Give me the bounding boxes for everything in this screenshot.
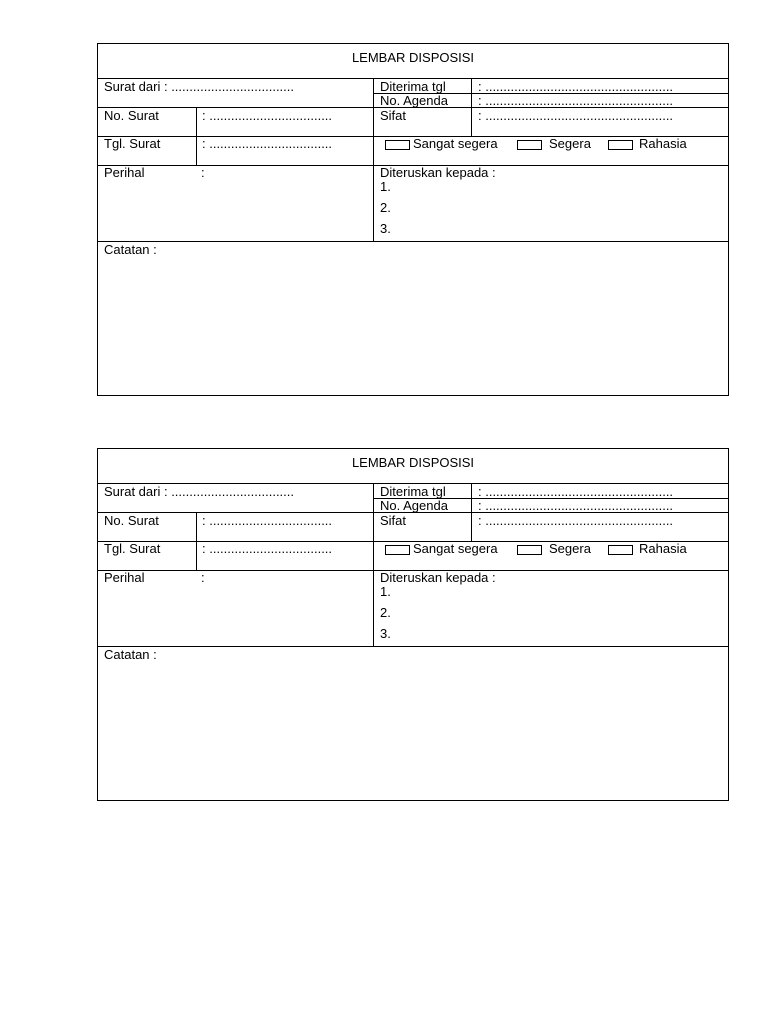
surat-dari-field[interactable]: Surat dari : ..................................	[104, 79, 294, 94]
recipient-line-3[interactable]: 3.	[380, 221, 391, 236]
sangat-segera-label: Sangat segera	[413, 136, 498, 151]
sangat-segera-checkbox[interactable]	[385, 140, 410, 150]
disposition-form	[97, 448, 729, 801]
divider	[373, 483, 374, 647]
perihal-colon: :	[201, 165, 205, 180]
sangat-segera-checkbox[interactable]	[385, 545, 410, 555]
surat-dari-field[interactable]: Surat dari : ..................................	[104, 484, 294, 499]
form-title: LEMBAR DISPOSISI	[351, 50, 475, 65]
disposition-form	[97, 43, 729, 396]
diterima-field[interactable]: : ....................................................	[478, 79, 674, 94]
segera-label: Segera	[549, 136, 591, 151]
divider	[373, 78, 374, 242]
agenda-label: No. Agenda	[380, 93, 448, 108]
recipient-line-1[interactable]: 1.	[380, 584, 391, 599]
rahasia-checkbox[interactable]	[608, 545, 633, 555]
agenda-label: No. Agenda	[380, 498, 448, 513]
diterima-label: Diterima tgl	[380, 79, 446, 94]
segera-checkbox[interactable]	[517, 545, 542, 555]
perihal-colon: :	[201, 570, 205, 585]
divider	[98, 646, 728, 647]
rahasia-label: Rahasia	[639, 541, 687, 556]
diteruskan-label: Diteruskan kepada :	[380, 165, 496, 180]
sifat-field[interactable]: : ....................................................	[478, 108, 674, 123]
rahasia-checkbox[interactable]	[608, 140, 633, 150]
no-surat-field[interactable]: : ..................................	[202, 108, 333, 123]
sifat-field[interactable]: : ....................................................	[478, 513, 674, 528]
catatan-label: Catatan :	[104, 647, 157, 662]
no-surat-label: No. Surat	[104, 513, 159, 528]
divider	[471, 78, 472, 137]
recipient-line-3[interactable]: 3.	[380, 626, 391, 641]
perihal-label: Perihal	[104, 165, 145, 180]
divider	[196, 512, 197, 571]
perihal-label: Perihal	[104, 570, 145, 585]
diteruskan-label: Diteruskan kepada :	[380, 570, 496, 585]
sangat-segera-label: Sangat segera	[413, 541, 498, 556]
tgl-surat-label: Tgl. Surat	[104, 541, 161, 556]
recipient-line-2[interactable]: 2.	[380, 605, 391, 620]
tgl-surat-field[interactable]: : ..................................	[202, 541, 333, 556]
segera-label: Segera	[549, 541, 591, 556]
agenda-field[interactable]: : ....................................................	[478, 93, 674, 108]
catatan-label: Catatan :	[104, 242, 157, 257]
diterima-label: Diterima tgl	[380, 484, 446, 499]
no-surat-label: No. Surat	[104, 108, 159, 123]
sifat-label: Sifat	[380, 108, 407, 123]
tgl-surat-label: Tgl. Surat	[104, 136, 161, 151]
segera-checkbox[interactable]	[517, 140, 542, 150]
diterima-field[interactable]: : ....................................................	[478, 484, 674, 499]
divider	[196, 107, 197, 166]
form-title: LEMBAR DISPOSISI	[351, 455, 475, 470]
divider	[98, 241, 728, 242]
divider	[471, 483, 472, 542]
recipient-line-2[interactable]: 2.	[380, 200, 391, 215]
sifat-label: Sifat	[380, 513, 407, 528]
tgl-surat-field[interactable]: : ..................................	[202, 136, 333, 151]
recipient-line-1[interactable]: 1.	[380, 179, 391, 194]
agenda-field[interactable]: : ....................................................	[478, 498, 674, 513]
rahasia-label: Rahasia	[639, 136, 687, 151]
no-surat-field[interactable]: : ..................................	[202, 513, 333, 528]
